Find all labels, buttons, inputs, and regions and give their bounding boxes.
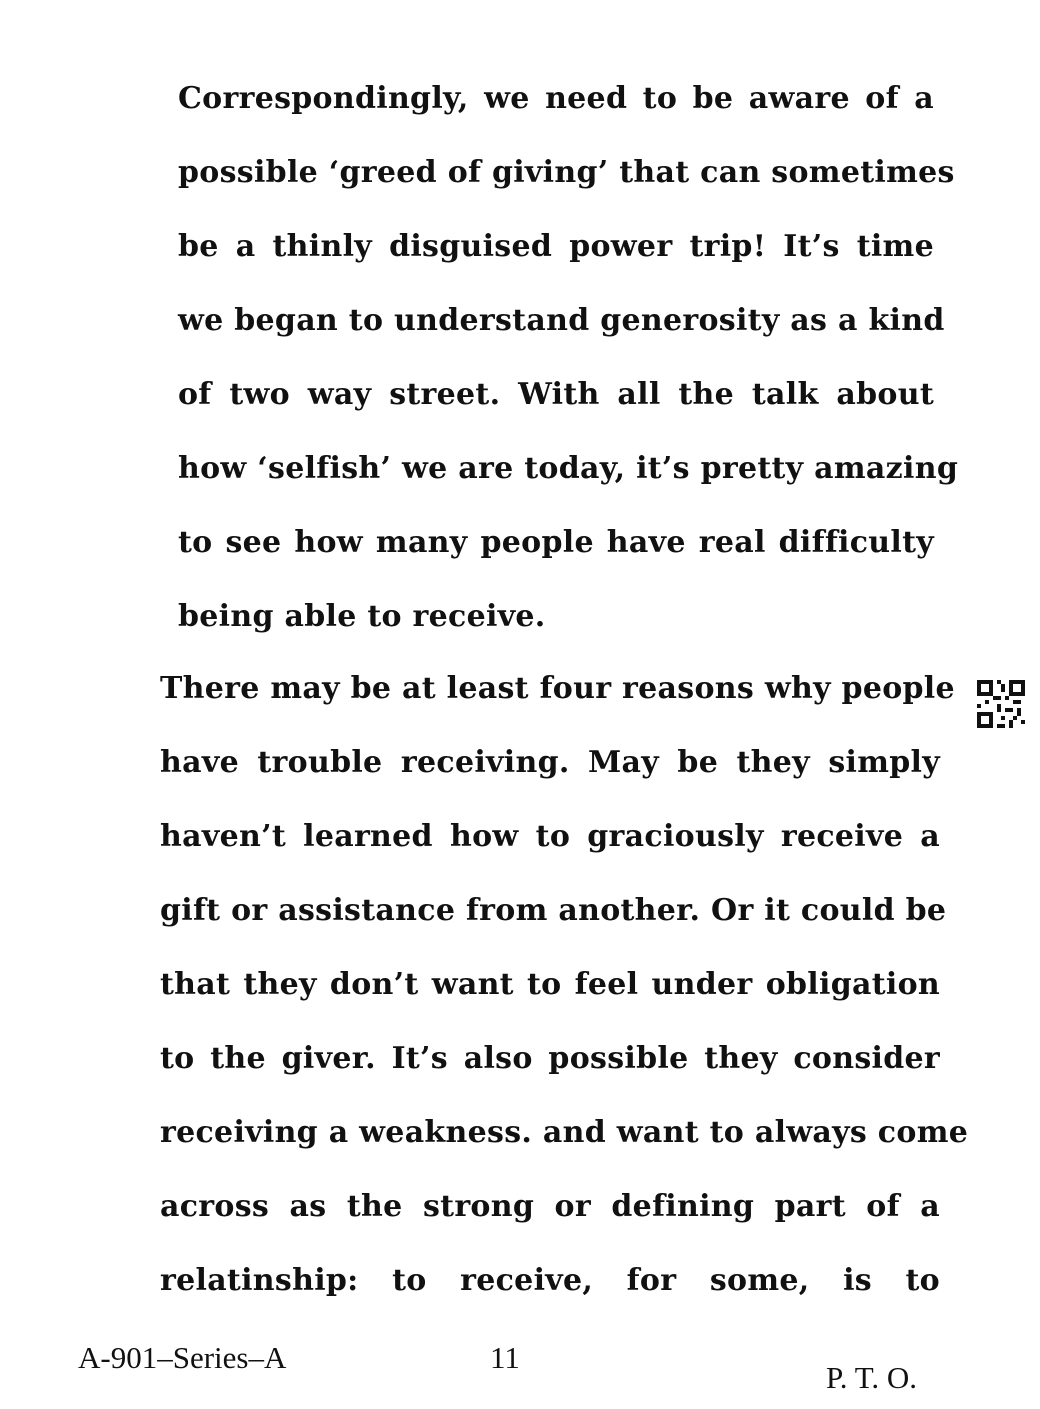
text-line: have trouble receiving. May be they simply <box>160 745 940 780</box>
text-line: being able to receive. <box>178 599 546 634</box>
text-line: that they don’t want to feel under obligation <box>160 967 940 1002</box>
text-line: gift or assistance from another. Or it could be <box>160 893 947 928</box>
text-line: of two way street. With all the talk about <box>178 377 934 412</box>
text-line: to see how many people have real difficulty <box>178 525 934 560</box>
text-line: haven’t learned how to graciously receive a <box>160 819 940 854</box>
text-line: we began to understand generosity as a kind <box>178 303 945 338</box>
series-code: A-901–Series–A <box>78 1340 287 1375</box>
qr-code-icon <box>977 680 1025 728</box>
text-line: receiving a weakness. and want to always come <box>160 1115 969 1150</box>
text-line: possible ‘greed of giving’ that can sometimes <box>178 155 955 190</box>
page-number: 11 <box>490 1340 520 1375</box>
paragraph-1 <box>178 62 959 654</box>
text-line: how ‘selfish’ we are today, it’s pretty amazing <box>178 451 959 486</box>
text-line: be a thinly disguised power trip! It’s time <box>178 229 934 264</box>
text-line: across as the strong or defining part of a <box>160 1189 940 1224</box>
text-line: to the giver. It’s also possible they consider <box>160 1041 940 1076</box>
text-line: relatinship: to receive, for some, is to <box>160 1263 940 1298</box>
text-line: There may be at least four reasons why people <box>160 671 955 706</box>
paragraph-2 <box>160 652 969 1318</box>
text-line: Correspondingly, we need to be aware of a <box>178 81 934 116</box>
please-turn-over-note: P. T. O. <box>826 1360 918 1395</box>
